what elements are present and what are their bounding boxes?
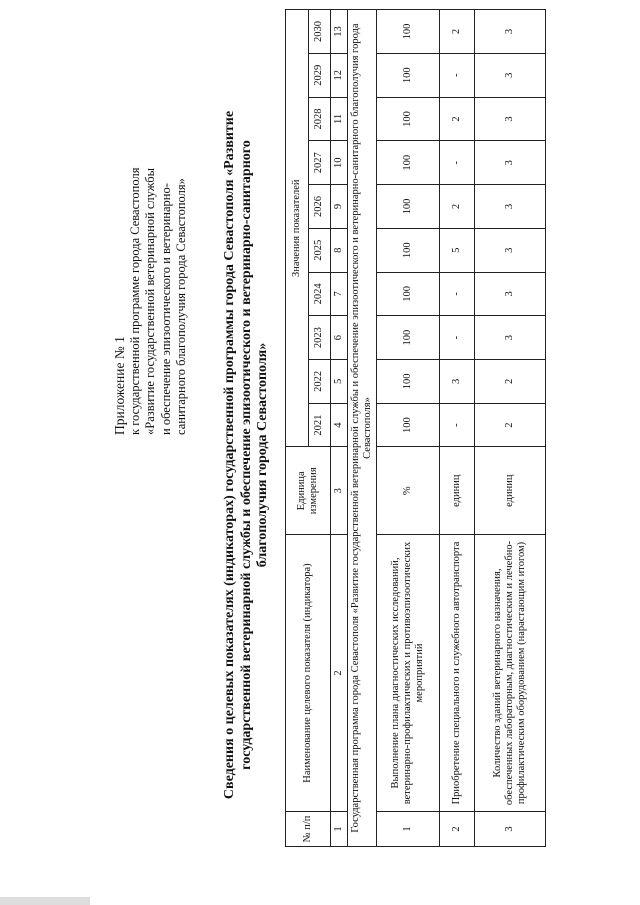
column-number-cell: 10 [331,141,348,185]
appendix-line: и обеспечение эпизоотического и ветеринарно- [158,183,173,435]
row-number-cell: 3 [475,812,546,847]
scan-edge-mark [0,897,90,905]
appendix-heading: Приложение № 1 [112,336,127,435]
value-cell: 100 [377,360,440,404]
column-number-cell: 13 [331,10,348,54]
value-cell: 100 [377,10,440,54]
value-cell: 2 [475,403,546,447]
column-number-cell: 3 [331,447,348,534]
year-cell: 2024 [308,272,331,316]
value-cell: 5 [440,228,475,272]
value-cell: 100 [377,316,440,360]
table-row [440,10,475,847]
row-number-cell: 1 [377,812,440,847]
value-cell: 100 [377,53,440,97]
year-cell: 2028 [308,97,331,141]
year-cell: 2023 [308,316,331,360]
header-values: Значения показателей [286,10,309,447]
value-cell: 3 [475,10,546,54]
document-title [222,65,272,845]
value-cell: 100 [377,97,440,141]
header-name: Наименование целевого показателя (индикатора) [286,534,331,811]
appendix-line: «Развитие государственной ветеринарной службы [143,168,157,435]
year-cell: 2021 [308,403,331,447]
value-cell: 100 [377,272,440,316]
value-cell: 100 [377,185,440,229]
title-line: Сведения о целевых показателях (индикаторах) государственной программы города Севастополя «Развитие [222,110,237,800]
column-number-cell: 8 [331,228,348,272]
column-number-cell: 1 [331,812,348,847]
value-cell: 3 [475,53,546,97]
value-cell: 2 [440,185,475,229]
column-number-cell: 2 [331,534,348,811]
title-line: государственной ветеринарной службы и обеспечение эпизоотического и ветеринарно-санитарного [238,140,254,770]
indicator-name-cell: Выполнение плана диагностических исследований, ветеринарно-профилактических и противоэпизоотических мероприятий [377,534,440,811]
year-cell: 2026 [308,185,331,229]
indicator-name-cell: Приобретение специального и служебного автотранспорта [440,534,475,811]
row-number-cell: 2 [440,812,475,847]
column-numbers-row [331,10,348,847]
column-number-cell: 11 [331,97,348,141]
value-cell: 2 [475,360,546,404]
header-row [286,10,309,847]
table-row [377,10,440,847]
appendix-line: к государственной программе города Севастополя [127,167,142,435]
column-number-cell: 9 [331,185,348,229]
value-cell: 3 [475,272,546,316]
year-cell: 2030 [308,10,331,54]
column-number-cell: 5 [331,360,348,404]
value-cell: - [440,141,475,185]
appendix-line: санитарного благополучия города Севастополя» [174,178,188,435]
column-number-cell: 7 [331,272,348,316]
value-cell: 100 [377,141,440,185]
year-cell: 2022 [308,360,331,404]
indicators-table [285,9,546,847]
value-cell: 3 [475,316,546,360]
value-cell: 3 [475,97,546,141]
value-cell: 3 [475,185,546,229]
value-cell: - [440,272,475,316]
section-title: Государственная программа города Севастополя «Развитие государственной ветеринарной службы и обеспечение эпизоотического и ветеринарно-санитарного благополучия города Севастополя» [348,10,377,847]
value-cell: 100 [377,228,440,272]
year-cell: 2025 [308,228,331,272]
value-cell: - [440,403,475,447]
value-cell: 100 [377,403,440,447]
column-number-cell: 4 [331,403,348,447]
indicator-name-cell: Количество зданий ветеринарного назначения, обеспеченных лабораторным, диагностическим и лечебно-профилактическим оборудованием (нарастающим итогом) [475,534,546,811]
header-unit: Единица измерения [286,447,331,534]
value-cell: 2 [440,97,475,141]
value-cell: - [440,53,475,97]
value-cell: 2 [440,10,475,54]
section-row [348,10,377,847]
header-num: № п/п [286,812,331,847]
unit-cell: единиц [475,447,546,534]
appendix-note [112,35,190,435]
value-cell: - [440,316,475,360]
year-cell: 2027 [308,141,331,185]
unit-cell: % [377,447,440,534]
value-cell: 3 [475,228,546,272]
year-cell: 2029 [308,53,331,97]
column-number-cell: 6 [331,316,348,360]
title-line: благополучия города Севастополя» [255,342,270,568]
column-number-cell: 12 [331,53,348,97]
value-cell: 3 [440,360,475,404]
unit-cell: единиц [440,447,475,534]
table-row [475,10,546,847]
value-cell: 3 [475,141,546,185]
